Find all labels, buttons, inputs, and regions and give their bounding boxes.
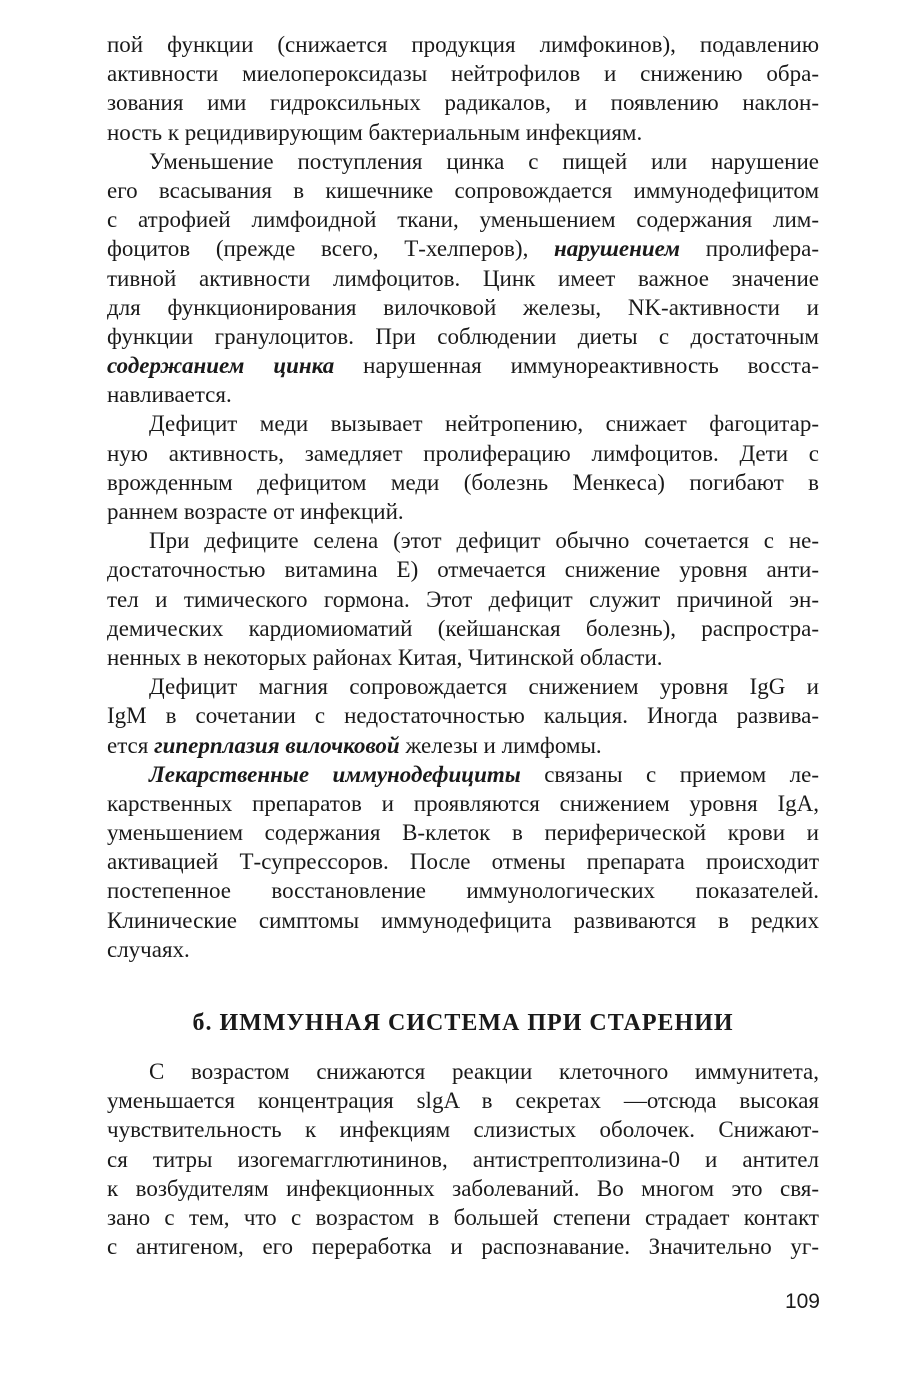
- text-line: уменьшением содержания В-клеток в периферической крови и: [107, 820, 819, 846]
- text-line: зано с тем, что с возрастом в большей степени страдает контакт: [107, 1204, 819, 1230]
- emphasis: гиперплазия вилочковой: [154, 732, 400, 758]
- emphasis: содержанием цинка: [107, 353, 335, 379]
- emphasis: Лекарственные иммунодефициты: [149, 761, 521, 787]
- paragraph: [107, 672, 819, 760]
- text-line: зования ими гидроксильных радикалов, и появлению наклон-: [107, 90, 819, 116]
- body-text: [107, 30, 819, 964]
- text-line: чувствительность к инфекциям слизистых оболочек. Снижают-: [107, 1117, 819, 1143]
- text-line: демических кардиомиоматий (кейшанская болезнь), распростра-: [107, 615, 819, 641]
- text-line: врожденным дефицитом меди (болезнь Менкеса) погибают в: [107, 469, 819, 495]
- text-line: к возбудителям инфекционных заболеваний. Во многом это свя-: [107, 1175, 819, 1201]
- text-line: для функционирования вилочковой железы, NK-активности и: [107, 294, 819, 320]
- text-line: случаях.: [107, 936, 190, 962]
- text-line: его всасывания в кишечнике сопровождается иммунодефицитом: [107, 177, 819, 203]
- text-line: Дефицит магния сопровождается снижением уровня IgG и: [149, 674, 819, 700]
- text-line: фоцитов (прежде всего, Т-хелперов), нарушением пролифера-: [107, 236, 819, 262]
- text-line: тивной активности лимфоцитов. Цинк имеет важное значение: [107, 265, 819, 291]
- text-line: Уменьшение поступления цинка с пищей или нарушение: [149, 148, 819, 174]
- text-line: С возрастом снижаются реакции клеточного иммунитета,: [149, 1059, 819, 1084]
- text-line: активности миелопероксидазы нейтрофилов и снижению обра-: [107, 61, 819, 87]
- paragraph: [107, 760, 819, 964]
- text-line: содержанием цинка нарушенная иммунореактивность восста-: [107, 353, 820, 379]
- text-line: достаточностью витамина Е) отмечается снижение уровня анти-: [107, 557, 819, 583]
- text-line: функции гранулоцитов. При соблюдении диеты с достаточным: [107, 323, 819, 349]
- emphasis: нарушением: [554, 236, 681, 262]
- paragraph: [107, 409, 819, 526]
- text-line: навливается.: [107, 382, 232, 408]
- text-line: с антигеном, его переработка и распознавание. Значительно уг-: [107, 1234, 819, 1260]
- text-line: пой функции (снижается продукция лимфокинов), подавлению: [107, 32, 819, 57]
- text-line: тел и тимического гормона. Этот дефицит служит причиной эн-: [107, 586, 819, 612]
- section-heading: б. ИММУННАЯ СИСТЕМА ПРИ СТАРЕНИИ: [192, 1010, 734, 1036]
- text-line: постепенное восстановление иммунологических показателей.: [107, 878, 819, 904]
- text-line: ся титры изогемагглютининов, антистрептолизина-0 и антител: [107, 1146, 819, 1172]
- text-line: При дефиците селена (этот дефицит обычно сочетается с не-: [149, 528, 819, 554]
- text-line: Лекарственные иммунодефициты связаны с приемом ле-: [149, 761, 820, 787]
- text-line: с атрофией лимфоидной ткани, уменьшением содержания лим-: [107, 207, 819, 233]
- section-body-text: [107, 1057, 819, 1261]
- text-line: ную активность, замедляет пролиферацию лимфоцитов. Дети с: [107, 440, 819, 466]
- text-line: ность к рецидивирующим бактериальным инфекциям.: [107, 119, 643, 145]
- text-line: карственных препаратов и проявляются снижением уровня IgA,: [107, 790, 819, 816]
- paragraph: [107, 1057, 819, 1261]
- page-number: 109: [784, 1290, 820, 1313]
- text-line: ненных в некоторых районах Китая, Читинской области.: [107, 644, 663, 670]
- text-line: ется гиперплазия вилочковой железы и лимфомы.: [107, 732, 602, 758]
- text-line: активацией Т-супрессоров. После отмены препарата происходит: [107, 849, 819, 875]
- text-line: IgM в сочетании с недостаточностью кальция. Иногда развива-: [107, 703, 819, 729]
- paragraph: [107, 30, 819, 147]
- text-line: раннем возрасте от инфекций.: [107, 499, 404, 524]
- paragraph: [107, 147, 819, 410]
- text-line: Клинические симптомы иммунодефицита развиваются в редких: [107, 907, 819, 933]
- text-line: Дефицит меди вызывает нейтропению, снижает фагоцитар-: [149, 411, 819, 437]
- paragraph: [107, 526, 819, 672]
- text-line: уменьшается концентрация slgA в секретах —отсюда высокая: [107, 1088, 819, 1114]
